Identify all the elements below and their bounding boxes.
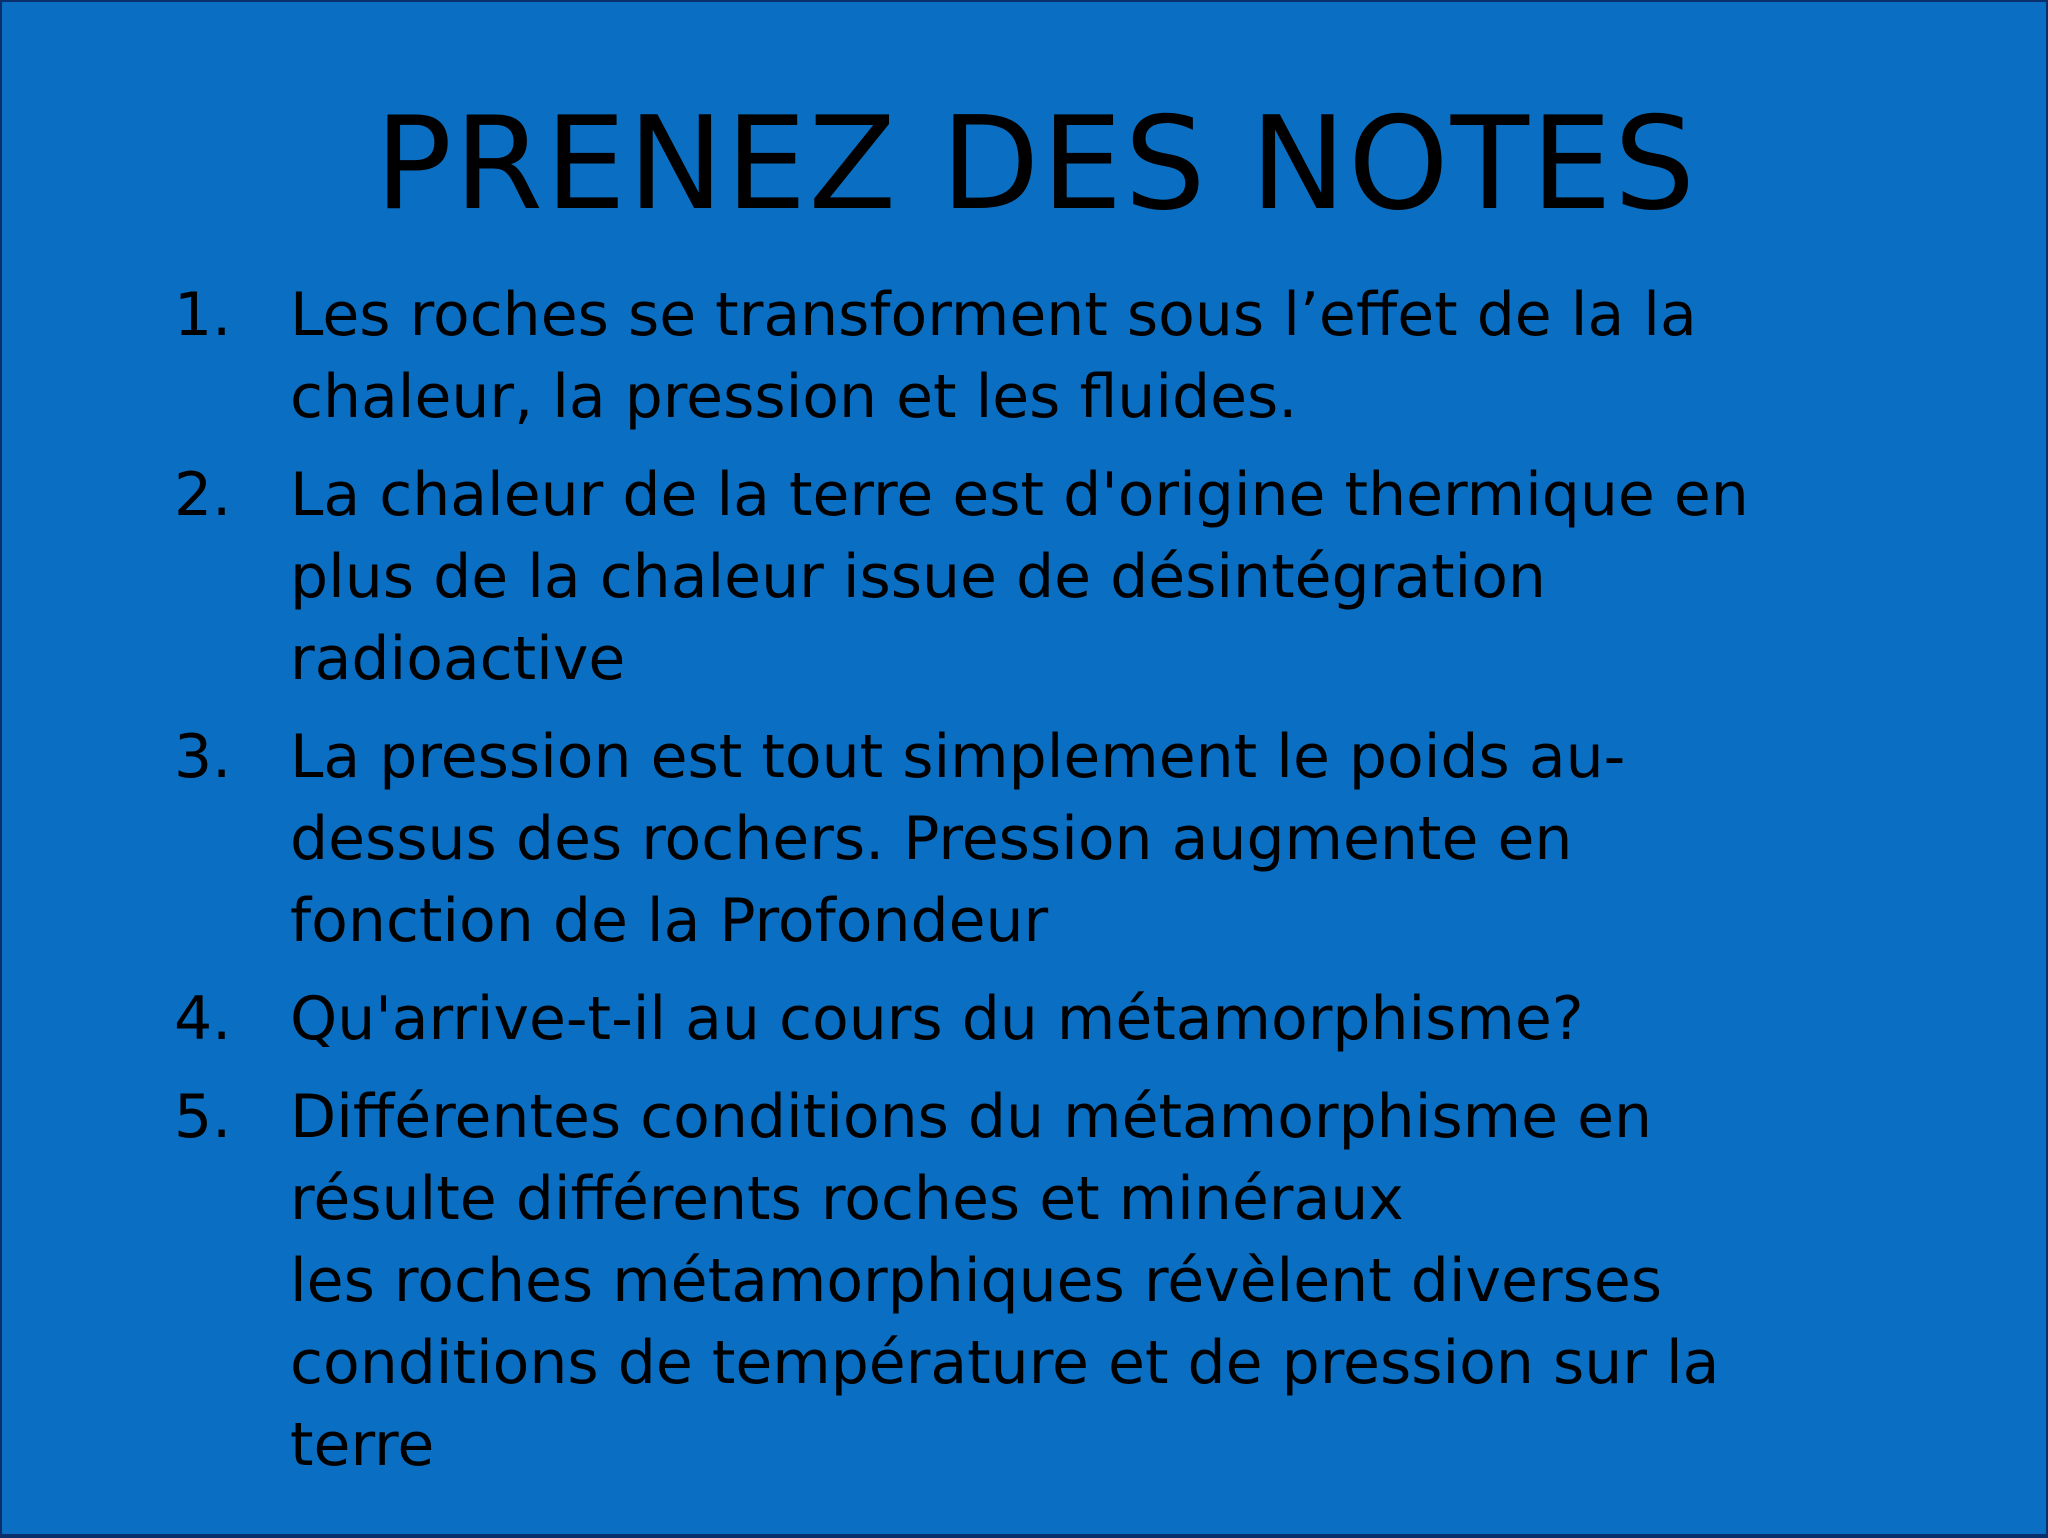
- note-number: 4.: [174, 984, 232, 1054]
- note-text-line: radioactive: [290, 624, 626, 694]
- note-text-line: fonction de la Profondeur: [290, 886, 1049, 956]
- note-text-line: dessus des rochers. Pression augmente en: [290, 804, 1573, 874]
- note-text-line: La chaleur de la terre est d'origine thermique en: [290, 460, 1749, 530]
- note-text-line: résulte différents roches et minéraux: [290, 1164, 1404, 1234]
- note-text-line: conditions de température et de pression sur la: [290, 1328, 1720, 1398]
- note-text-line: La pression est tout simplement le poids au-: [290, 722, 1626, 792]
- note-text-line: Différentes conditions du métamorphisme en: [290, 1082, 1653, 1152]
- note-text-line: terre: [290, 1410, 435, 1480]
- slide: [2, 2, 2046, 1534]
- notes-list: [174, 274, 1874, 1502]
- note-text-line: plus de la chaleur issue de désintégration: [290, 542, 1546, 612]
- slide-title: PRENEZ DES NOTES: [374, 90, 1698, 239]
- note-text-line: les roches métamorphiques révèlent diverses: [290, 1246, 1663, 1316]
- note-number: 2.: [174, 460, 232, 530]
- note-item: [174, 1076, 1874, 1486]
- note-number: 1.: [174, 280, 232, 350]
- note-number: 5.: [174, 1082, 232, 1152]
- note-text-line: chaleur, la pression et les fluides.: [290, 362, 1298, 432]
- note-item: [174, 978, 1874, 1060]
- note-item: [174, 274, 1874, 438]
- note-text-line: Les roches se transforment sous l’effet de la la: [290, 280, 1697, 350]
- note-item: [174, 716, 1874, 962]
- note-number: 3.: [174, 722, 232, 792]
- note-text-line: Qu'arrive-t-il au cours du métamorphisme?: [290, 984, 1584, 1054]
- note-item: [174, 454, 1874, 700]
